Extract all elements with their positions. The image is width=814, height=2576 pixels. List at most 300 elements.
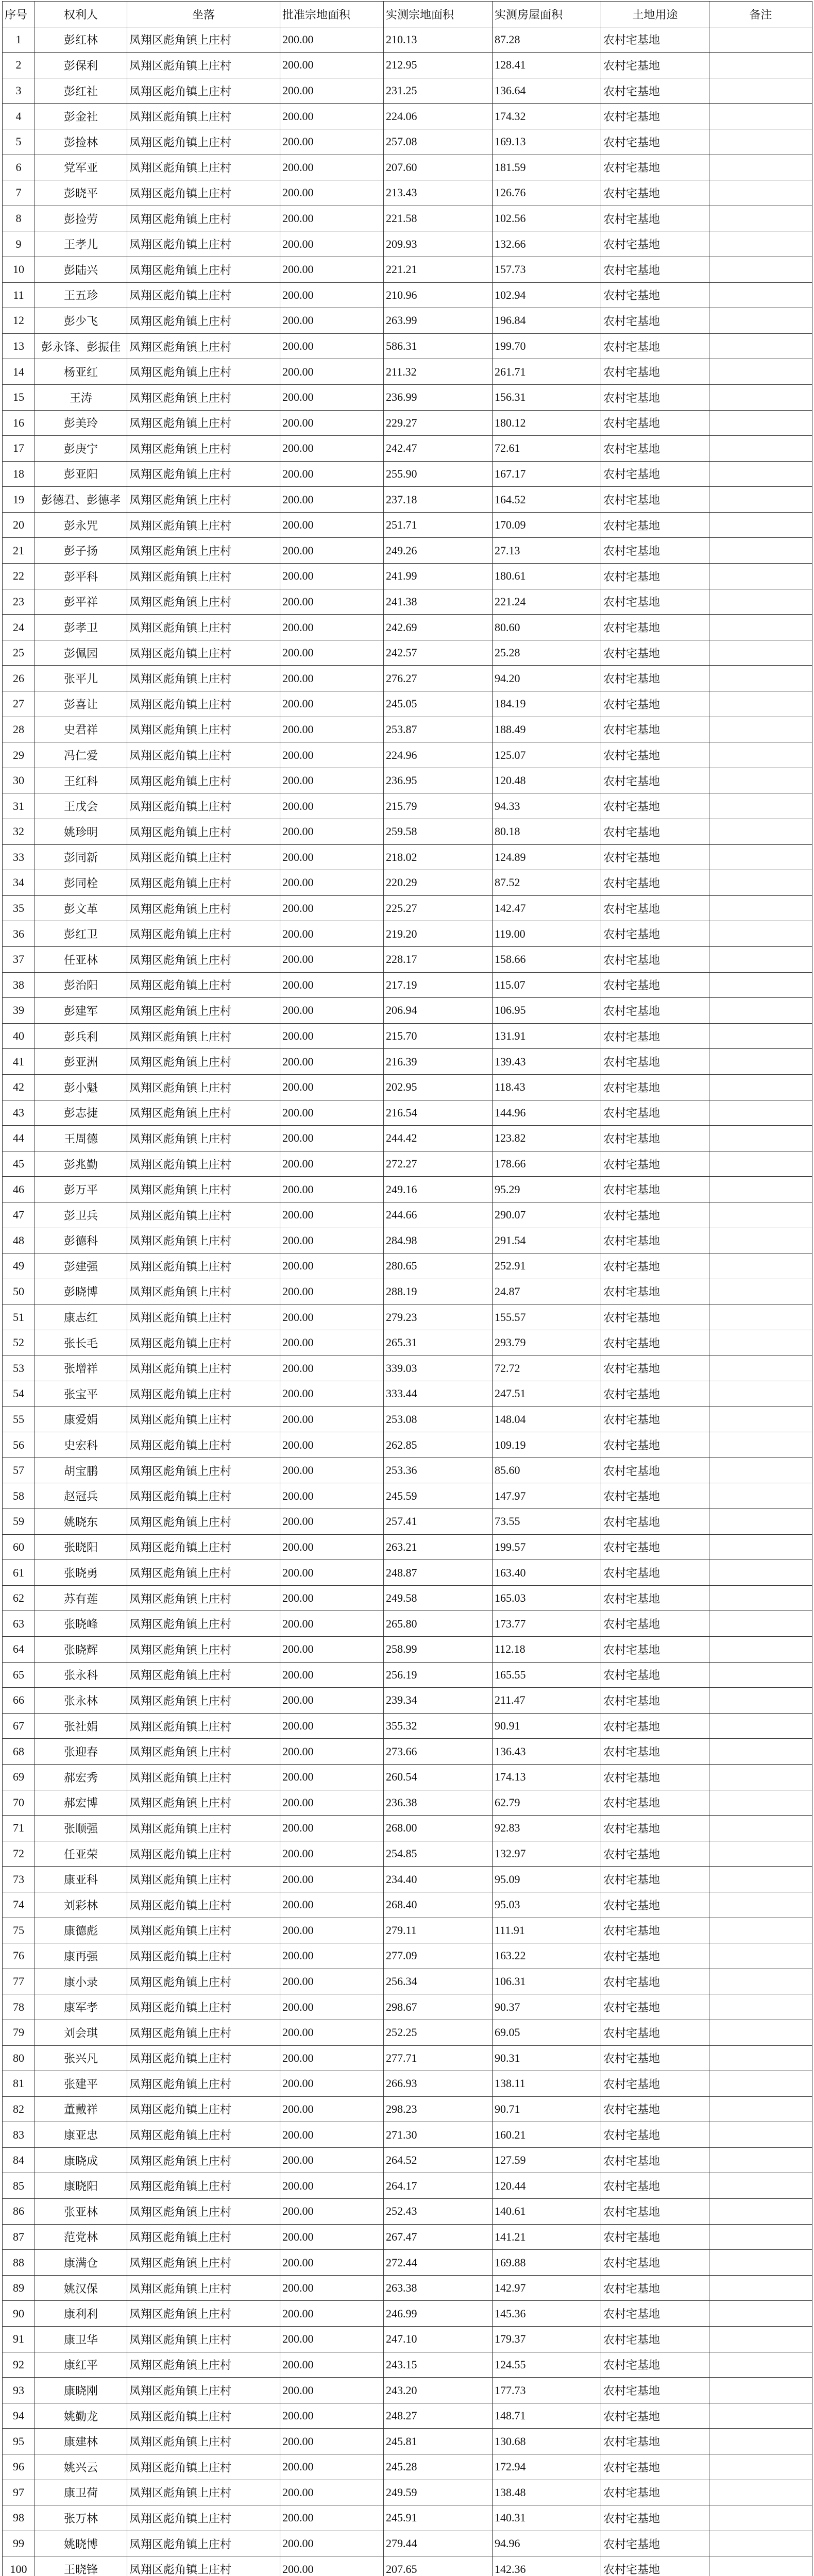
- measured-house-area-cell: 118.43: [493, 1074, 601, 1100]
- measured-house-area-cell: 72.61: [493, 436, 601, 462]
- approved-area-cell: 200.00: [280, 1355, 384, 1381]
- header-land-use: 土地用途: [601, 2, 709, 27]
- land-use-cell: 农村宅基地: [601, 1253, 709, 1279]
- land-use-cell: 农村宅基地: [601, 155, 709, 180]
- measured-house-area-cell: 90.37: [493, 1994, 601, 2020]
- remarks-cell: [709, 2020, 812, 2045]
- table-row: [3, 359, 812, 385]
- measured-land-area-cell: 245.91: [384, 2505, 493, 2531]
- location-cell: 凤翔区彪角镇上庄村: [127, 998, 280, 1024]
- approved-area-cell: 200.00: [280, 1177, 384, 1202]
- table-row: [3, 1867, 812, 1892]
- remarks-cell: [709, 1841, 812, 1867]
- measured-house-area-cell: 145.36: [493, 2301, 601, 2327]
- measured-land-area-cell: 266.93: [384, 2071, 493, 2097]
- location-cell: 凤翔区彪角镇上庄村: [127, 2199, 280, 2225]
- measured-land-area-cell: 206.94: [384, 998, 493, 1024]
- remarks-cell: [709, 1892, 812, 1918]
- remarks-cell: [709, 2199, 812, 2225]
- owner-name-cell: 彭晓平: [35, 180, 127, 206]
- location-cell: 凤翔区彪角镇上庄村: [127, 1739, 280, 1765]
- row-index-cell: 35: [3, 895, 35, 921]
- location-cell: 凤翔区彪角镇上庄村: [127, 257, 280, 282]
- measured-land-area-cell: 242.57: [384, 640, 493, 666]
- measured-land-area-cell: 256.34: [384, 1969, 493, 1994]
- row-index-cell: 84: [3, 2147, 35, 2173]
- table-row: [3, 1509, 812, 1535]
- measured-house-area-cell: 174.32: [493, 104, 601, 129]
- land-use-cell: 农村宅基地: [601, 844, 709, 870]
- table-row: [3, 129, 812, 155]
- row-index-cell: 6: [3, 155, 35, 180]
- measured-land-area-cell: 219.20: [384, 921, 493, 947]
- measured-land-area-cell: 252.43: [384, 2199, 493, 2225]
- location-cell: 凤翔区彪角镇上庄村: [127, 1867, 280, 1892]
- location-cell: 凤翔区彪角镇上庄村: [127, 1816, 280, 1841]
- remarks-cell: [709, 2275, 812, 2301]
- location-cell: 凤翔区彪角镇上庄村: [127, 1100, 280, 1126]
- measured-house-area-cell: 178.66: [493, 1151, 601, 1177]
- land-use-cell: 农村宅基地: [601, 1943, 709, 1969]
- measured-house-area-cell: 290.07: [493, 1202, 601, 1228]
- measured-land-area-cell: 256.19: [384, 1662, 493, 1688]
- location-cell: 凤翔区彪角镇上庄村: [127, 2327, 280, 2352]
- table-row: [3, 2352, 812, 2378]
- land-use-cell: 农村宅基地: [601, 1202, 709, 1228]
- measured-land-area-cell: 229.27: [384, 410, 493, 436]
- table-row: [3, 1943, 812, 1969]
- row-index-cell: 10: [3, 257, 35, 282]
- measured-land-area-cell: 253.08: [384, 1406, 493, 1432]
- measured-land-area-cell: 234.40: [384, 1867, 493, 1892]
- measured-land-area-cell: 272.44: [384, 2250, 493, 2276]
- remarks-cell: [709, 1126, 812, 1151]
- approved-area-cell: 200.00: [280, 1534, 384, 1560]
- land-use-cell: 农村宅基地: [601, 2352, 709, 2378]
- approved-area-cell: 200.00: [280, 793, 384, 819]
- land-use-cell: 农村宅基地: [601, 819, 709, 845]
- measured-house-area-cell: 123.82: [493, 1126, 601, 1151]
- table-row: [3, 1330, 812, 1355]
- remarks-cell: [709, 1049, 812, 1075]
- measured-house-area-cell: 199.70: [493, 333, 601, 359]
- header-location: 坐落: [127, 2, 280, 27]
- location-cell: 凤翔区彪角镇上庄村: [127, 844, 280, 870]
- table-row: [3, 793, 812, 819]
- row-index-cell: 37: [3, 946, 35, 972]
- row-index-cell: 100: [3, 2556, 35, 2576]
- remarks-cell: [709, 538, 812, 564]
- row-index-cell: 17: [3, 436, 35, 462]
- land-use-cell: 农村宅基地: [601, 1790, 709, 1816]
- remarks-cell: [709, 1483, 812, 1509]
- remarks-cell: [709, 359, 812, 385]
- approved-area-cell: 200.00: [280, 1688, 384, 1714]
- row-index-cell: 33: [3, 844, 35, 870]
- table-row: [3, 1023, 812, 1049]
- land-use-cell: 农村宅基地: [601, 538, 709, 564]
- approved-area-cell: 200.00: [280, 2071, 384, 2097]
- owner-name-cell: 张永科: [35, 1662, 127, 1688]
- measured-house-area-cell: 144.96: [493, 1100, 601, 1126]
- measured-house-area-cell: 115.07: [493, 972, 601, 998]
- measured-land-area-cell: 255.90: [384, 461, 493, 487]
- remarks-cell: [709, 1534, 812, 1560]
- approved-area-cell: 200.00: [280, 1483, 384, 1509]
- owner-name-cell: 彭同栓: [35, 870, 127, 896]
- table-row: [3, 589, 812, 615]
- owner-name-cell: 康晓刚: [35, 2378, 127, 2403]
- measured-house-area-cell: 140.61: [493, 2199, 601, 2225]
- row-index-cell: 56: [3, 1432, 35, 1458]
- land-use-cell: 农村宅基地: [601, 1994, 709, 2020]
- measured-house-area-cell: 102.94: [493, 282, 601, 308]
- location-cell: 凤翔区彪角镇上庄村: [127, 2531, 280, 2556]
- approved-area-cell: 200.00: [280, 998, 384, 1024]
- location-cell: 凤翔区彪角镇上庄村: [127, 129, 280, 155]
- location-cell: 凤翔区彪角镇上庄村: [127, 1611, 280, 1637]
- approved-area-cell: 200.00: [280, 384, 384, 410]
- row-index-cell: 75: [3, 1918, 35, 1943]
- header-row: [3, 2, 812, 27]
- table-row: [3, 2250, 812, 2276]
- land-use-cell: 农村宅基地: [601, 2556, 709, 2576]
- remarks-cell: [709, 615, 812, 640]
- remarks-cell: [709, 1228, 812, 1253]
- table-row: [3, 2556, 812, 2576]
- approved-area-cell: 200.00: [280, 589, 384, 615]
- row-index-cell: 88: [3, 2250, 35, 2276]
- table-row: [3, 231, 812, 257]
- owner-name-cell: 张永林: [35, 1688, 127, 1714]
- row-index-cell: 85: [3, 2173, 35, 2199]
- approved-area-cell: 200.00: [280, 231, 384, 257]
- row-index-cell: 57: [3, 1458, 35, 1483]
- owner-name-cell: 彭陆兴: [35, 257, 127, 282]
- remarks-cell: [709, 2147, 812, 2173]
- measured-land-area-cell: 237.18: [384, 487, 493, 513]
- approved-area-cell: 200.00: [280, 1049, 384, 1075]
- table-row: [3, 436, 812, 462]
- owner-name-cell: 董戴祥: [35, 2096, 127, 2122]
- approved-area-cell: 200.00: [280, 1253, 384, 1279]
- approved-area-cell: 200.00: [280, 2531, 384, 2556]
- measured-land-area-cell: 245.81: [384, 2429, 493, 2454]
- row-index-cell: 94: [3, 2403, 35, 2429]
- land-use-cell: 农村宅基地: [601, 2020, 709, 2045]
- table-row: [3, 308, 812, 334]
- land-use-cell: 农村宅基地: [601, 1637, 709, 1663]
- location-cell: 凤翔区彪角镇上庄村: [127, 1406, 280, 1432]
- row-index-cell: 61: [3, 1560, 35, 1586]
- remarks-cell: [709, 2071, 812, 2097]
- land-use-cell: 农村宅基地: [601, 104, 709, 129]
- row-index-cell: 25: [3, 640, 35, 666]
- land-use-cell: 农村宅基地: [601, 53, 709, 78]
- table-row: [3, 1458, 812, 1483]
- land-use-cell: 农村宅基地: [601, 2403, 709, 2429]
- row-index-cell: 69: [3, 1764, 35, 1790]
- measured-house-area-cell: 94.20: [493, 666, 601, 691]
- row-index-cell: 73: [3, 1867, 35, 1892]
- land-use-cell: 农村宅基地: [601, 1918, 709, 1943]
- measured-land-area-cell: 355.32: [384, 1713, 493, 1739]
- measured-land-area-cell: 264.52: [384, 2147, 493, 2173]
- approved-area-cell: 200.00: [280, 1509, 384, 1535]
- table-row: [3, 2327, 812, 2352]
- approved-area-cell: 200.00: [280, 2020, 384, 2045]
- land-use-cell: 农村宅基地: [601, 2275, 709, 2301]
- row-index-cell: 24: [3, 615, 35, 640]
- measured-house-area-cell: 27.13: [493, 538, 601, 564]
- approved-area-cell: 200.00: [280, 1918, 384, 1943]
- measured-house-area-cell: 112.18: [493, 1637, 601, 1663]
- measured-land-area-cell: 298.23: [384, 2096, 493, 2122]
- measured-house-area-cell: 94.33: [493, 793, 601, 819]
- owner-name-cell: 彭美玲: [35, 410, 127, 436]
- measured-land-area-cell: 268.40: [384, 1892, 493, 1918]
- location-cell: 凤翔区彪角镇上庄村: [127, 1918, 280, 1943]
- table-row: [3, 333, 812, 359]
- location-cell: 凤翔区彪角镇上庄村: [127, 921, 280, 947]
- remarks-cell: [709, 1764, 812, 1790]
- remarks-cell: [709, 512, 812, 538]
- location-cell: 凤翔区彪角镇上庄村: [127, 742, 280, 768]
- remarks-cell: [709, 2096, 812, 2122]
- owner-name-cell: 彭红卫: [35, 921, 127, 947]
- remarks-cell: [709, 1637, 812, 1663]
- measured-land-area-cell: 224.06: [384, 104, 493, 129]
- table-row: [3, 1355, 812, 1381]
- remarks-cell: [709, 1739, 812, 1765]
- table-row: [3, 2199, 812, 2225]
- measured-house-area-cell: 87.52: [493, 870, 601, 896]
- location-cell: 凤翔区彪角镇上庄村: [127, 1202, 280, 1228]
- measured-house-area-cell: 90.71: [493, 2096, 601, 2122]
- measured-house-area-cell: 261.71: [493, 359, 601, 385]
- table-row: [3, 1688, 812, 1714]
- owner-name-cell: 张顺强: [35, 1816, 127, 1841]
- location-cell: 凤翔区彪角镇上庄村: [127, 1509, 280, 1535]
- land-use-cell: 农村宅基地: [601, 1074, 709, 1100]
- land-use-cell: 农村宅基地: [601, 461, 709, 487]
- owner-name-cell: 姚兴云: [35, 2454, 127, 2480]
- table-row: [3, 1713, 812, 1739]
- measured-house-area-cell: 125.07: [493, 742, 601, 768]
- table-row: [3, 461, 812, 487]
- measured-house-area-cell: 174.13: [493, 1764, 601, 1790]
- measured-house-area-cell: 69.05: [493, 2020, 601, 2045]
- owner-name-cell: 彭捡劳: [35, 206, 127, 231]
- approved-area-cell: 200.00: [280, 282, 384, 308]
- measured-house-area-cell: 127.59: [493, 2147, 601, 2173]
- remarks-cell: [709, 2378, 812, 2403]
- location-cell: 凤翔区彪角镇上庄村: [127, 359, 280, 385]
- table-row: [3, 53, 812, 78]
- owner-name-cell: 彭兵利: [35, 1023, 127, 1049]
- location-cell: 凤翔区彪角镇上庄村: [127, 1228, 280, 1253]
- table-row: [3, 921, 812, 947]
- remarks-cell: [709, 2505, 812, 2531]
- header-index: 序号: [3, 2, 35, 27]
- row-index-cell: 2: [3, 53, 35, 78]
- remarks-cell: [709, 921, 812, 947]
- header-measured-land-area: 实测宗地面积: [384, 2, 493, 27]
- owner-name-cell: 彭平祥: [35, 589, 127, 615]
- measured-house-area-cell: 130.68: [493, 2429, 601, 2454]
- measured-house-area-cell: 163.22: [493, 1943, 601, 1969]
- measured-house-area-cell: 252.91: [493, 1253, 601, 1279]
- measured-land-area-cell: 288.19: [384, 1279, 493, 1304]
- table-row: [3, 1662, 812, 1688]
- measured-house-area-cell: 85.60: [493, 1458, 601, 1483]
- approved-area-cell: 200.00: [280, 180, 384, 206]
- measured-house-area-cell: 142.97: [493, 2275, 601, 2301]
- measured-house-area-cell: 140.31: [493, 2505, 601, 2531]
- approved-area-cell: 200.00: [280, 257, 384, 282]
- owner-name-cell: 康爱娟: [35, 1406, 127, 1432]
- approved-area-cell: 200.00: [280, 844, 384, 870]
- approved-area-cell: 200.00: [280, 1867, 384, 1892]
- table-row: [3, 1177, 812, 1202]
- row-index-cell: 27: [3, 691, 35, 717]
- location-cell: 凤翔区彪角镇上庄村: [127, 384, 280, 410]
- row-index-cell: 21: [3, 538, 35, 564]
- measured-land-area-cell: 211.32: [384, 359, 493, 385]
- approved-area-cell: 200.00: [280, 742, 384, 768]
- land-use-cell: 农村宅基地: [601, 742, 709, 768]
- measured-house-area-cell: 109.19: [493, 1432, 601, 1458]
- table-row: [3, 2147, 812, 2173]
- row-index-cell: 5: [3, 129, 35, 155]
- location-cell: 凤翔区彪角镇上庄村: [127, 895, 280, 921]
- location-cell: 凤翔区彪角镇上庄村: [127, 972, 280, 998]
- owner-name-cell: 张晓勇: [35, 1560, 127, 1586]
- location-cell: 凤翔区彪角镇上庄村: [127, 333, 280, 359]
- owner-name-cell: 王周德: [35, 1126, 127, 1151]
- row-index-cell: 92: [3, 2352, 35, 2378]
- measured-house-area-cell: 102.56: [493, 206, 601, 231]
- land-use-cell: 农村宅基地: [601, 206, 709, 231]
- approved-area-cell: 200.00: [280, 1381, 384, 1407]
- land-use-cell: 农村宅基地: [601, 1355, 709, 1381]
- table-row: [3, 1739, 812, 1765]
- owner-name-cell: 张社娟: [35, 1713, 127, 1739]
- table-row: [3, 206, 812, 231]
- land-use-cell: 农村宅基地: [601, 2505, 709, 2531]
- measured-land-area-cell: 249.58: [384, 1585, 493, 1611]
- approved-area-cell: 200.00: [280, 1151, 384, 1177]
- table-row: [3, 1483, 812, 1509]
- owner-name-cell: 康满仓: [35, 2250, 127, 2276]
- land-use-cell: 农村宅基地: [601, 231, 709, 257]
- approved-area-cell: 200.00: [280, 1637, 384, 1663]
- approved-area-cell: 200.00: [280, 1458, 384, 1483]
- land-use-cell: 农村宅基地: [601, 1458, 709, 1483]
- measured-house-area-cell: 172.94: [493, 2454, 601, 2480]
- measured-land-area-cell: 221.21: [384, 257, 493, 282]
- remarks-cell: [709, 1509, 812, 1535]
- owner-name-cell: 彭小魁: [35, 1074, 127, 1100]
- row-index-cell: 60: [3, 1534, 35, 1560]
- measured-house-area-cell: 148.71: [493, 2403, 601, 2429]
- remarks-cell: [709, 2403, 812, 2429]
- table-row: [3, 512, 812, 538]
- measured-land-area-cell: 280.65: [384, 1253, 493, 1279]
- row-index-cell: 63: [3, 1611, 35, 1637]
- location-cell: 凤翔区彪角镇上庄村: [127, 2378, 280, 2403]
- location-cell: 凤翔区彪角镇上庄村: [127, 564, 280, 589]
- table-row: [3, 1637, 812, 1663]
- location-cell: 凤翔区彪角镇上庄村: [127, 308, 280, 334]
- approved-area-cell: 200.00: [280, 27, 384, 53]
- owner-name-cell: 彭红林: [35, 27, 127, 53]
- measured-land-area-cell: 210.13: [384, 27, 493, 53]
- remarks-cell: [709, 768, 812, 793]
- owner-name-cell: 苏有莲: [35, 1585, 127, 1611]
- location-cell: 凤翔区彪角镇上庄村: [127, 589, 280, 615]
- remarks-cell: [709, 1662, 812, 1688]
- remarks-cell: [709, 2531, 812, 2556]
- land-use-cell: 农村宅基地: [601, 895, 709, 921]
- measured-land-area-cell: 333.44: [384, 1381, 493, 1407]
- approved-area-cell: 200.00: [280, 1764, 384, 1790]
- row-index-cell: 70: [3, 1790, 35, 1816]
- approved-area-cell: 200.00: [280, 1304, 384, 1330]
- location-cell: 凤翔区彪角镇上庄村: [127, 1841, 280, 1867]
- row-index-cell: 81: [3, 2071, 35, 2097]
- measured-land-area-cell: 245.28: [384, 2454, 493, 2480]
- approved-area-cell: 200.00: [280, 333, 384, 359]
- owner-name-cell: 姚汉保: [35, 2275, 127, 2301]
- table-row: [3, 946, 812, 972]
- header-measured-house-area: 实测房屋面积: [493, 2, 601, 27]
- table-row: [3, 1228, 812, 1253]
- remarks-cell: [709, 1100, 812, 1126]
- row-index-cell: 11: [3, 282, 35, 308]
- owner-name-cell: 张亚林: [35, 2199, 127, 2225]
- measured-land-area-cell: 276.27: [384, 666, 493, 691]
- measured-house-area-cell: 73.55: [493, 1509, 601, 1535]
- location-cell: 凤翔区彪角镇上庄村: [127, 1381, 280, 1407]
- measured-house-area-cell: 95.09: [493, 1867, 601, 1892]
- row-index-cell: 55: [3, 1406, 35, 1432]
- approved-area-cell: 200.00: [280, 768, 384, 793]
- measured-land-area-cell: 258.99: [384, 1637, 493, 1663]
- land-use-cell: 农村宅基地: [601, 691, 709, 717]
- approved-area-cell: 200.00: [280, 1279, 384, 1304]
- location-cell: 凤翔区彪角镇上庄村: [127, 27, 280, 53]
- table-row: [3, 538, 812, 564]
- row-index-cell: 38: [3, 972, 35, 998]
- measured-house-area-cell: 188.49: [493, 717, 601, 742]
- measured-house-area-cell: 173.77: [493, 1611, 601, 1637]
- owner-name-cell: 康晓阳: [35, 2173, 127, 2199]
- owner-name-cell: 康军孝: [35, 1994, 127, 2020]
- measured-house-area-cell: 87.28: [493, 27, 601, 53]
- owner-name-cell: 彭志捷: [35, 1100, 127, 1126]
- location-cell: 凤翔区彪角镇上庄村: [127, 1585, 280, 1611]
- location-cell: 凤翔区彪角镇上庄村: [127, 2352, 280, 2378]
- measured-land-area-cell: 217.19: [384, 972, 493, 998]
- remarks-cell: [709, 410, 812, 436]
- location-cell: 凤翔区彪角镇上庄村: [127, 436, 280, 462]
- remarks-cell: [709, 1253, 812, 1279]
- owner-name-cell: 刘彩林: [35, 1892, 127, 1918]
- land-use-cell: 农村宅基地: [601, 640, 709, 666]
- table-row: [3, 1841, 812, 1867]
- location-cell: 凤翔区彪角镇上庄村: [127, 1023, 280, 1049]
